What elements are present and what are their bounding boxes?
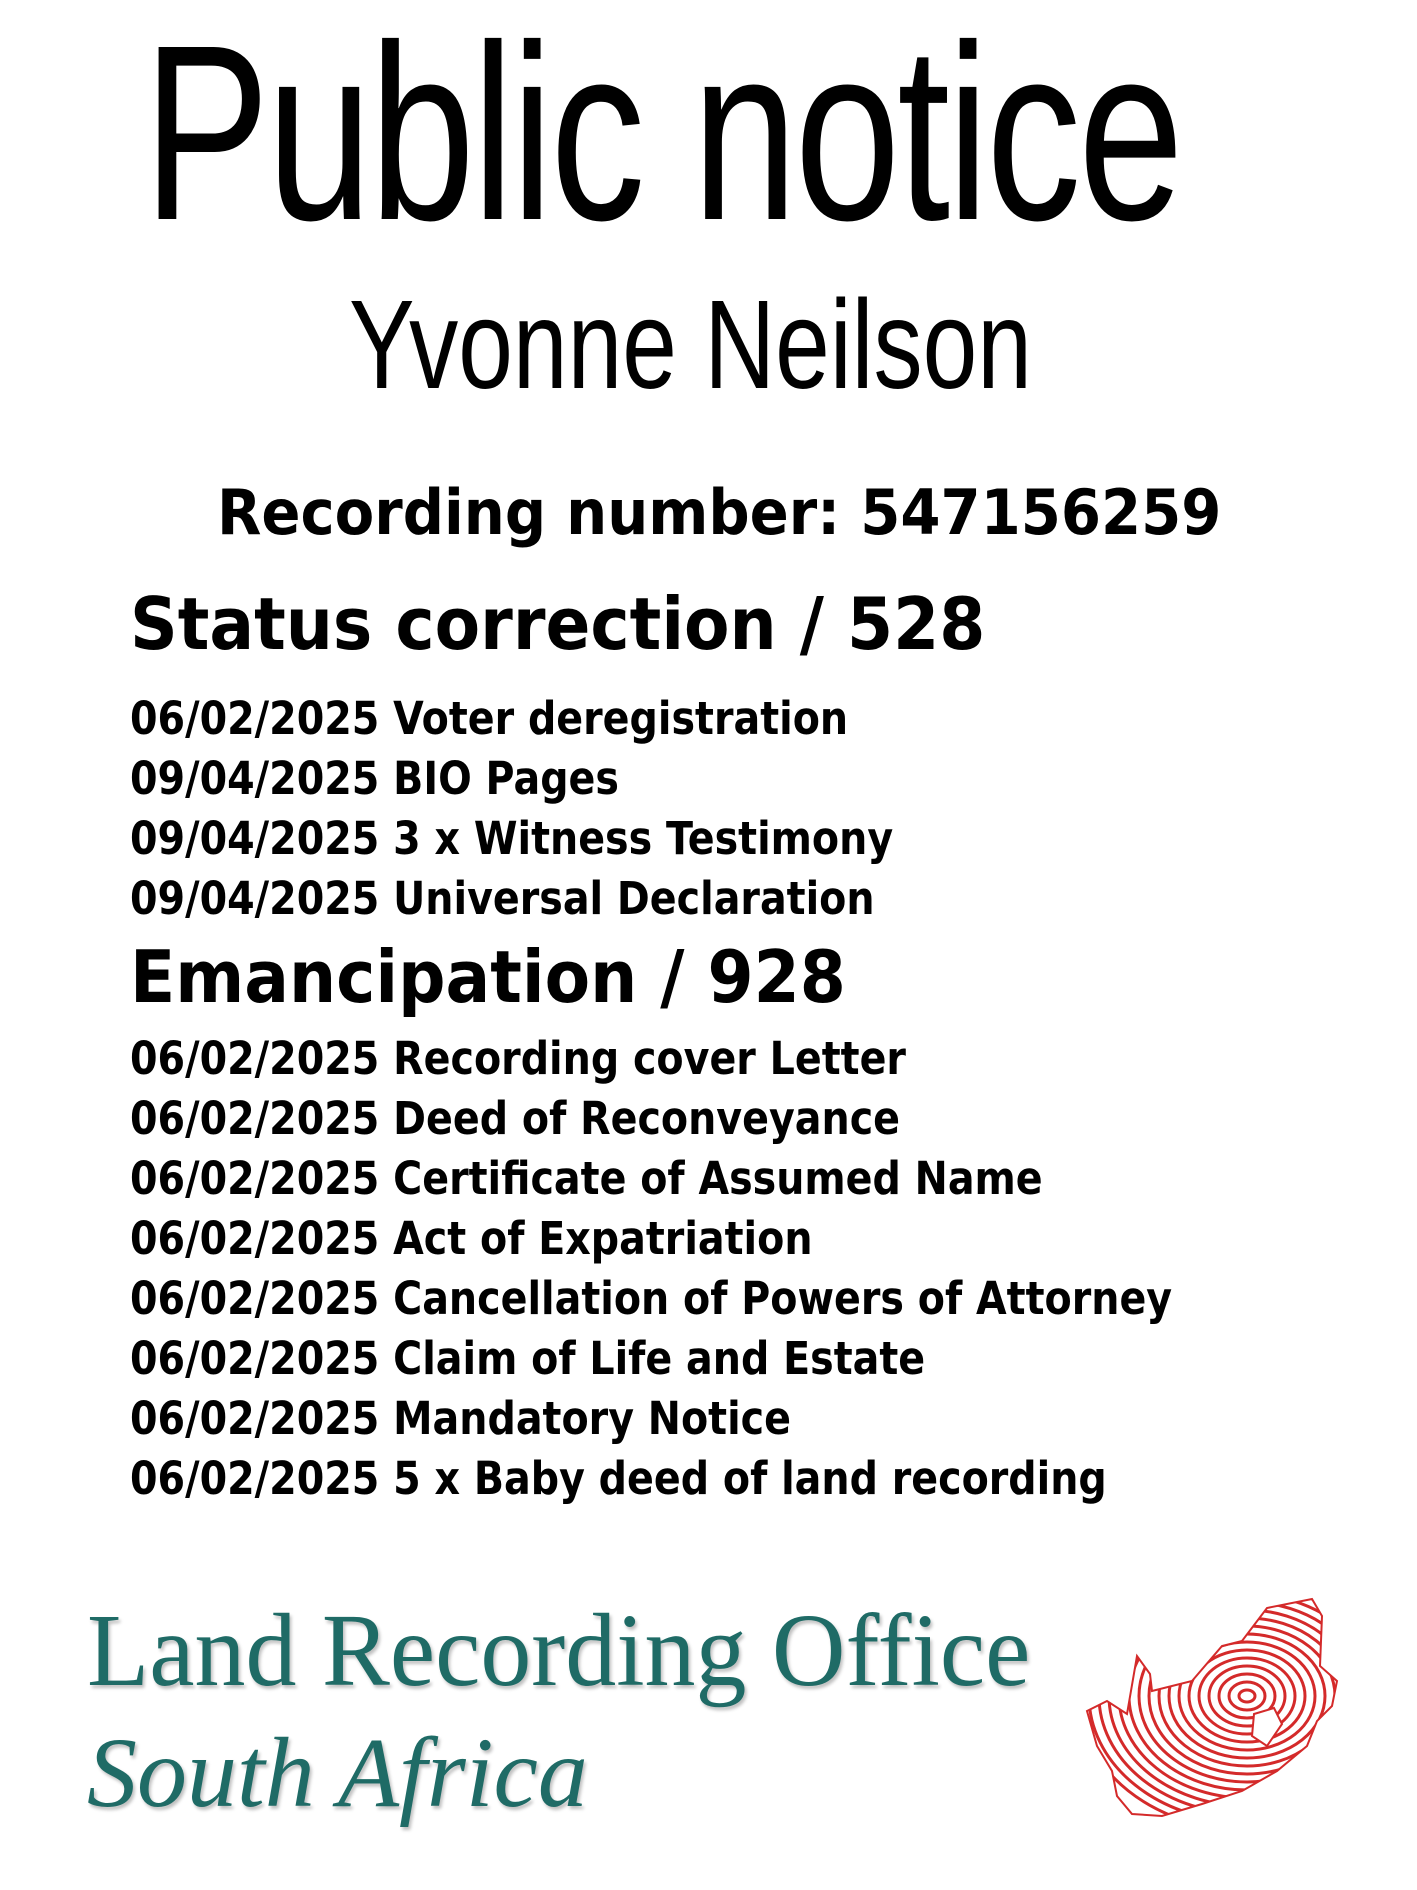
item-date: 06/02/2025 <box>130 1032 380 1085</box>
item-date: 06/02/2025 <box>130 1272 380 1325</box>
list-item <box>130 809 893 869</box>
item-label: 5 x Baby deed of land recording <box>393 1452 1107 1505</box>
item-label: BIO Pages <box>393 752 619 805</box>
list-item <box>130 689 893 749</box>
item-date: 06/02/2025 <box>130 1152 380 1205</box>
item-label: Mandatory Notice <box>393 1392 791 1445</box>
item-label: Deed of Reconveyance <box>393 1092 901 1145</box>
item-date: 09/04/2025 <box>130 752 380 805</box>
south-africa-fingerprint-map-icon <box>1082 1596 1362 1836</box>
list-item <box>130 749 893 809</box>
section-heading-status-correction: Status correction / 528 <box>130 582 986 666</box>
list-item <box>130 1209 1172 1269</box>
item-date: 09/04/2025 <box>130 812 380 865</box>
item-date: 06/02/2025 <box>130 1092 380 1145</box>
item-label: Certificate of Assumed Name <box>393 1152 1043 1205</box>
section-heading-emancipation: Emancipation / 928 <box>130 935 846 1019</box>
emancipation-list <box>130 1029 1314 1509</box>
item-date: 06/02/2025 <box>130 1332 380 1385</box>
org-country: South Africa <box>87 1717 588 1828</box>
recording-number: Recording number: 547156259 <box>217 476 1222 549</box>
item-date: 09/04/2025 <box>130 872 380 925</box>
list-item <box>130 1449 1172 1509</box>
list-item <box>130 1029 1172 1089</box>
item-label: Universal Declaration <box>393 872 875 925</box>
list-item <box>130 1329 1172 1389</box>
status-correction-list <box>130 689 997 929</box>
org-name: Land Recording Office <box>87 1593 1031 1708</box>
list-item <box>130 1389 1172 1449</box>
item-label: Voter deregistration <box>393 692 849 745</box>
item-label: Act of Expatriation <box>393 1212 813 1265</box>
item-date: 06/02/2025 <box>130 692 380 745</box>
list-item <box>130 869 893 929</box>
list-item <box>130 1269 1172 1329</box>
person-name: Yvonne Neilson <box>349 274 1032 415</box>
item-date: 06/02/2025 <box>130 1392 380 1445</box>
list-item <box>130 1149 1172 1209</box>
item-date: 06/02/2025 <box>130 1212 380 1265</box>
item-label: Claim of Life and Estate <box>393 1332 926 1385</box>
item-label: Recording cover Letter <box>393 1032 906 1085</box>
item-label: Cancellation of Powers of Attorney <box>393 1272 1173 1325</box>
item-label: 3 x Witness Testimony <box>393 812 894 865</box>
item-date: 06/02/2025 <box>130 1452 380 1505</box>
notice-title: Public notice <box>143 0 1181 272</box>
list-item <box>130 1089 1172 1149</box>
